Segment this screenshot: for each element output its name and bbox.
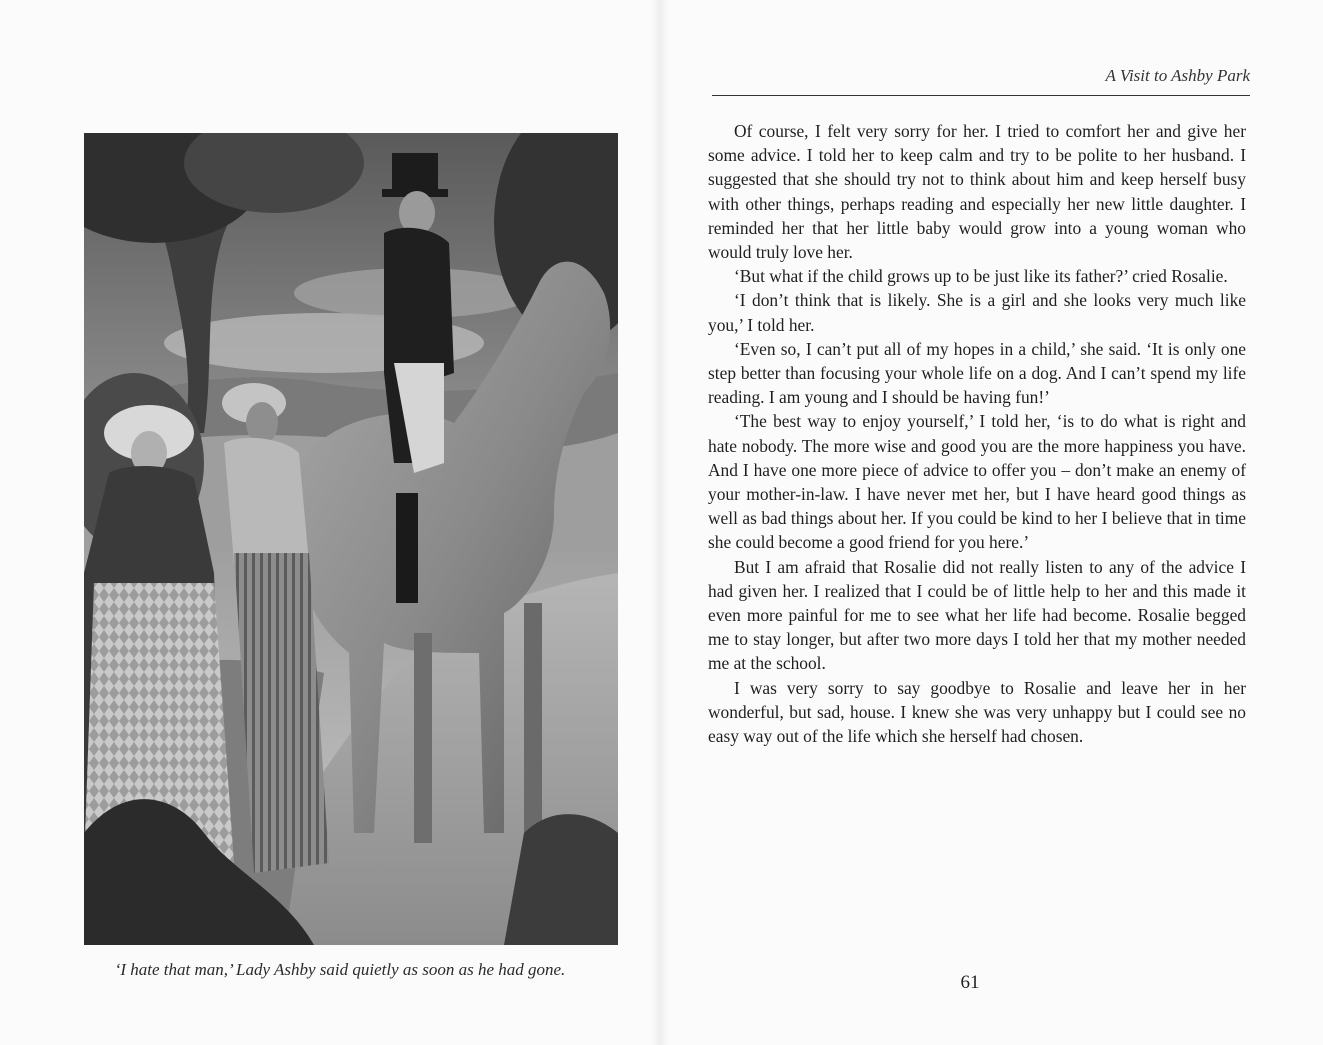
right-page xyxy=(660,0,1323,1045)
paragraph: ‘But what if the child grows up to be just like its father?’ cried Rosalie. xyxy=(734,266,1228,287)
running-head: A Visit to Ashby Park xyxy=(1105,66,1250,85)
header-rule xyxy=(712,95,1250,96)
body-text xyxy=(708,119,1246,748)
paragraph: ‘I don’t think that is likely. She is a girl and she looks very much like you,’ I told her. xyxy=(708,290,1246,335)
paragraph: I was very sorry to say goodbye to Rosalie and leave her in her wonderful, but sad, house. I knew she was very unhappy but I could see no easy way out of the life which she herself had chosen. xyxy=(708,677,1246,747)
illustration-drawing xyxy=(84,133,618,945)
paragraph: ‘Even so, I can’t put all of my hopes in a child,’ she said. ‘It is only one step better than focusing your whole life on a dog. And I can’t spend my life reading. I am young and I should be having fun!’ xyxy=(708,338,1246,408)
page-number: 61 xyxy=(960,972,980,993)
illustration xyxy=(84,133,618,945)
paragraph: ‘The best way to enjoy yourself,’ I told her, ‘is to do what is right and hate nobody. The more wise and good you are the more happiness you have. And I have one more piece of advice to offer you – don’t make an enemy of your mother-in-law. I have never met her, but I have heard good things as well as bad things about her. If you could be kind to her I believe that in time she could become a good friend for you here.’ xyxy=(708,411,1246,553)
illustration-caption: ‘I hate that man,’ Lady Ashby said quietly as soon as he had gone. xyxy=(114,960,566,979)
paragraph: Of course, I felt very sorry for her. I tried to comfort her and give her some advice. I told her to keep calm and try to be polite to her husband. I suggested that she should try not to think about him and keep herself busy with other things, perhaps reading and especially her new little daughter. I reminded her that her little baby would grow into a young woman who would truly love her. xyxy=(708,121,1246,263)
paragraph: But I am afraid that Rosalie did not really listen to any of the advice I had given her. I realized that I could be of little help to her and this made it even more painful for me to see what her life had become. Rosalie begged me to stay longer, but after two more days I told her that my mother needed me at the school. xyxy=(708,556,1246,674)
left-page xyxy=(0,0,660,1045)
